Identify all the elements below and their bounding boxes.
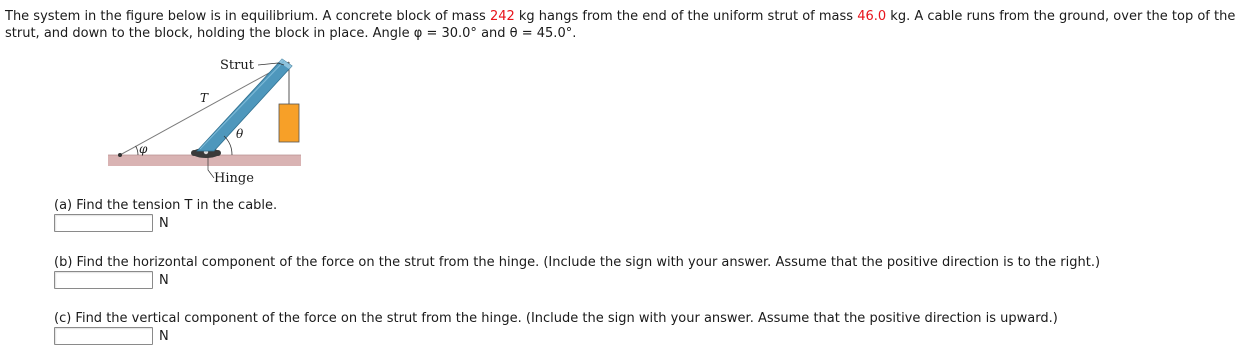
concrete-block [279,104,299,142]
question-c: (c) Find the vertical component of the force on the strut from the hinge. (Include the sign with your answer. Assume that the positive direction is upward.) [54,311,1058,326]
problem-text-1b: kg hangs from the end of the uniform strut of mass [514,9,858,24]
unit-label-b: N [159,272,169,288]
phi-arc [136,146,138,155]
question-b: (b) Find the horizontal component of the force on the strut from the hinge. (Include the sign with your answer. Assume that the positive direction is to the right.) [54,255,1101,270]
block-mass-value: 242 [489,9,515,24]
hinge-label: Hinge [214,171,254,186]
strut-label: Strut [220,58,254,73]
unit-label-a: N [159,215,169,231]
answer-row-b [54,271,169,289]
unit-label-c: N [159,328,169,344]
answer-row-c [54,327,169,345]
strut-figure [108,56,302,188]
problem-line-1 [5,8,1235,25]
tension-answer-input[interactable] [54,214,153,232]
answer-row-a [54,214,169,232]
problem-statement [5,8,1235,42]
theta-label: θ [236,127,244,141]
tension-label: T [200,91,209,105]
problem-text-1c: kg. A cable runs from the ground, over the top of the [886,9,1235,24]
problem-line-2: strut, and down to the block, holding the block in place. Angle φ = 30.0° and θ = 45.0°. [5,26,577,41]
problem-text-1a: The system in the figure below is in equilibrium. A concrete block of mass [5,9,490,24]
question-a: (a) Find the tension T in the cable. [54,198,278,213]
vertical-force-answer-input[interactable] [54,327,153,345]
strut-mass-value: 46.0 [857,9,887,24]
horizontal-force-answer-input[interactable] [54,271,153,289]
phi-label: φ [139,142,148,156]
cable-anchor [118,153,122,157]
